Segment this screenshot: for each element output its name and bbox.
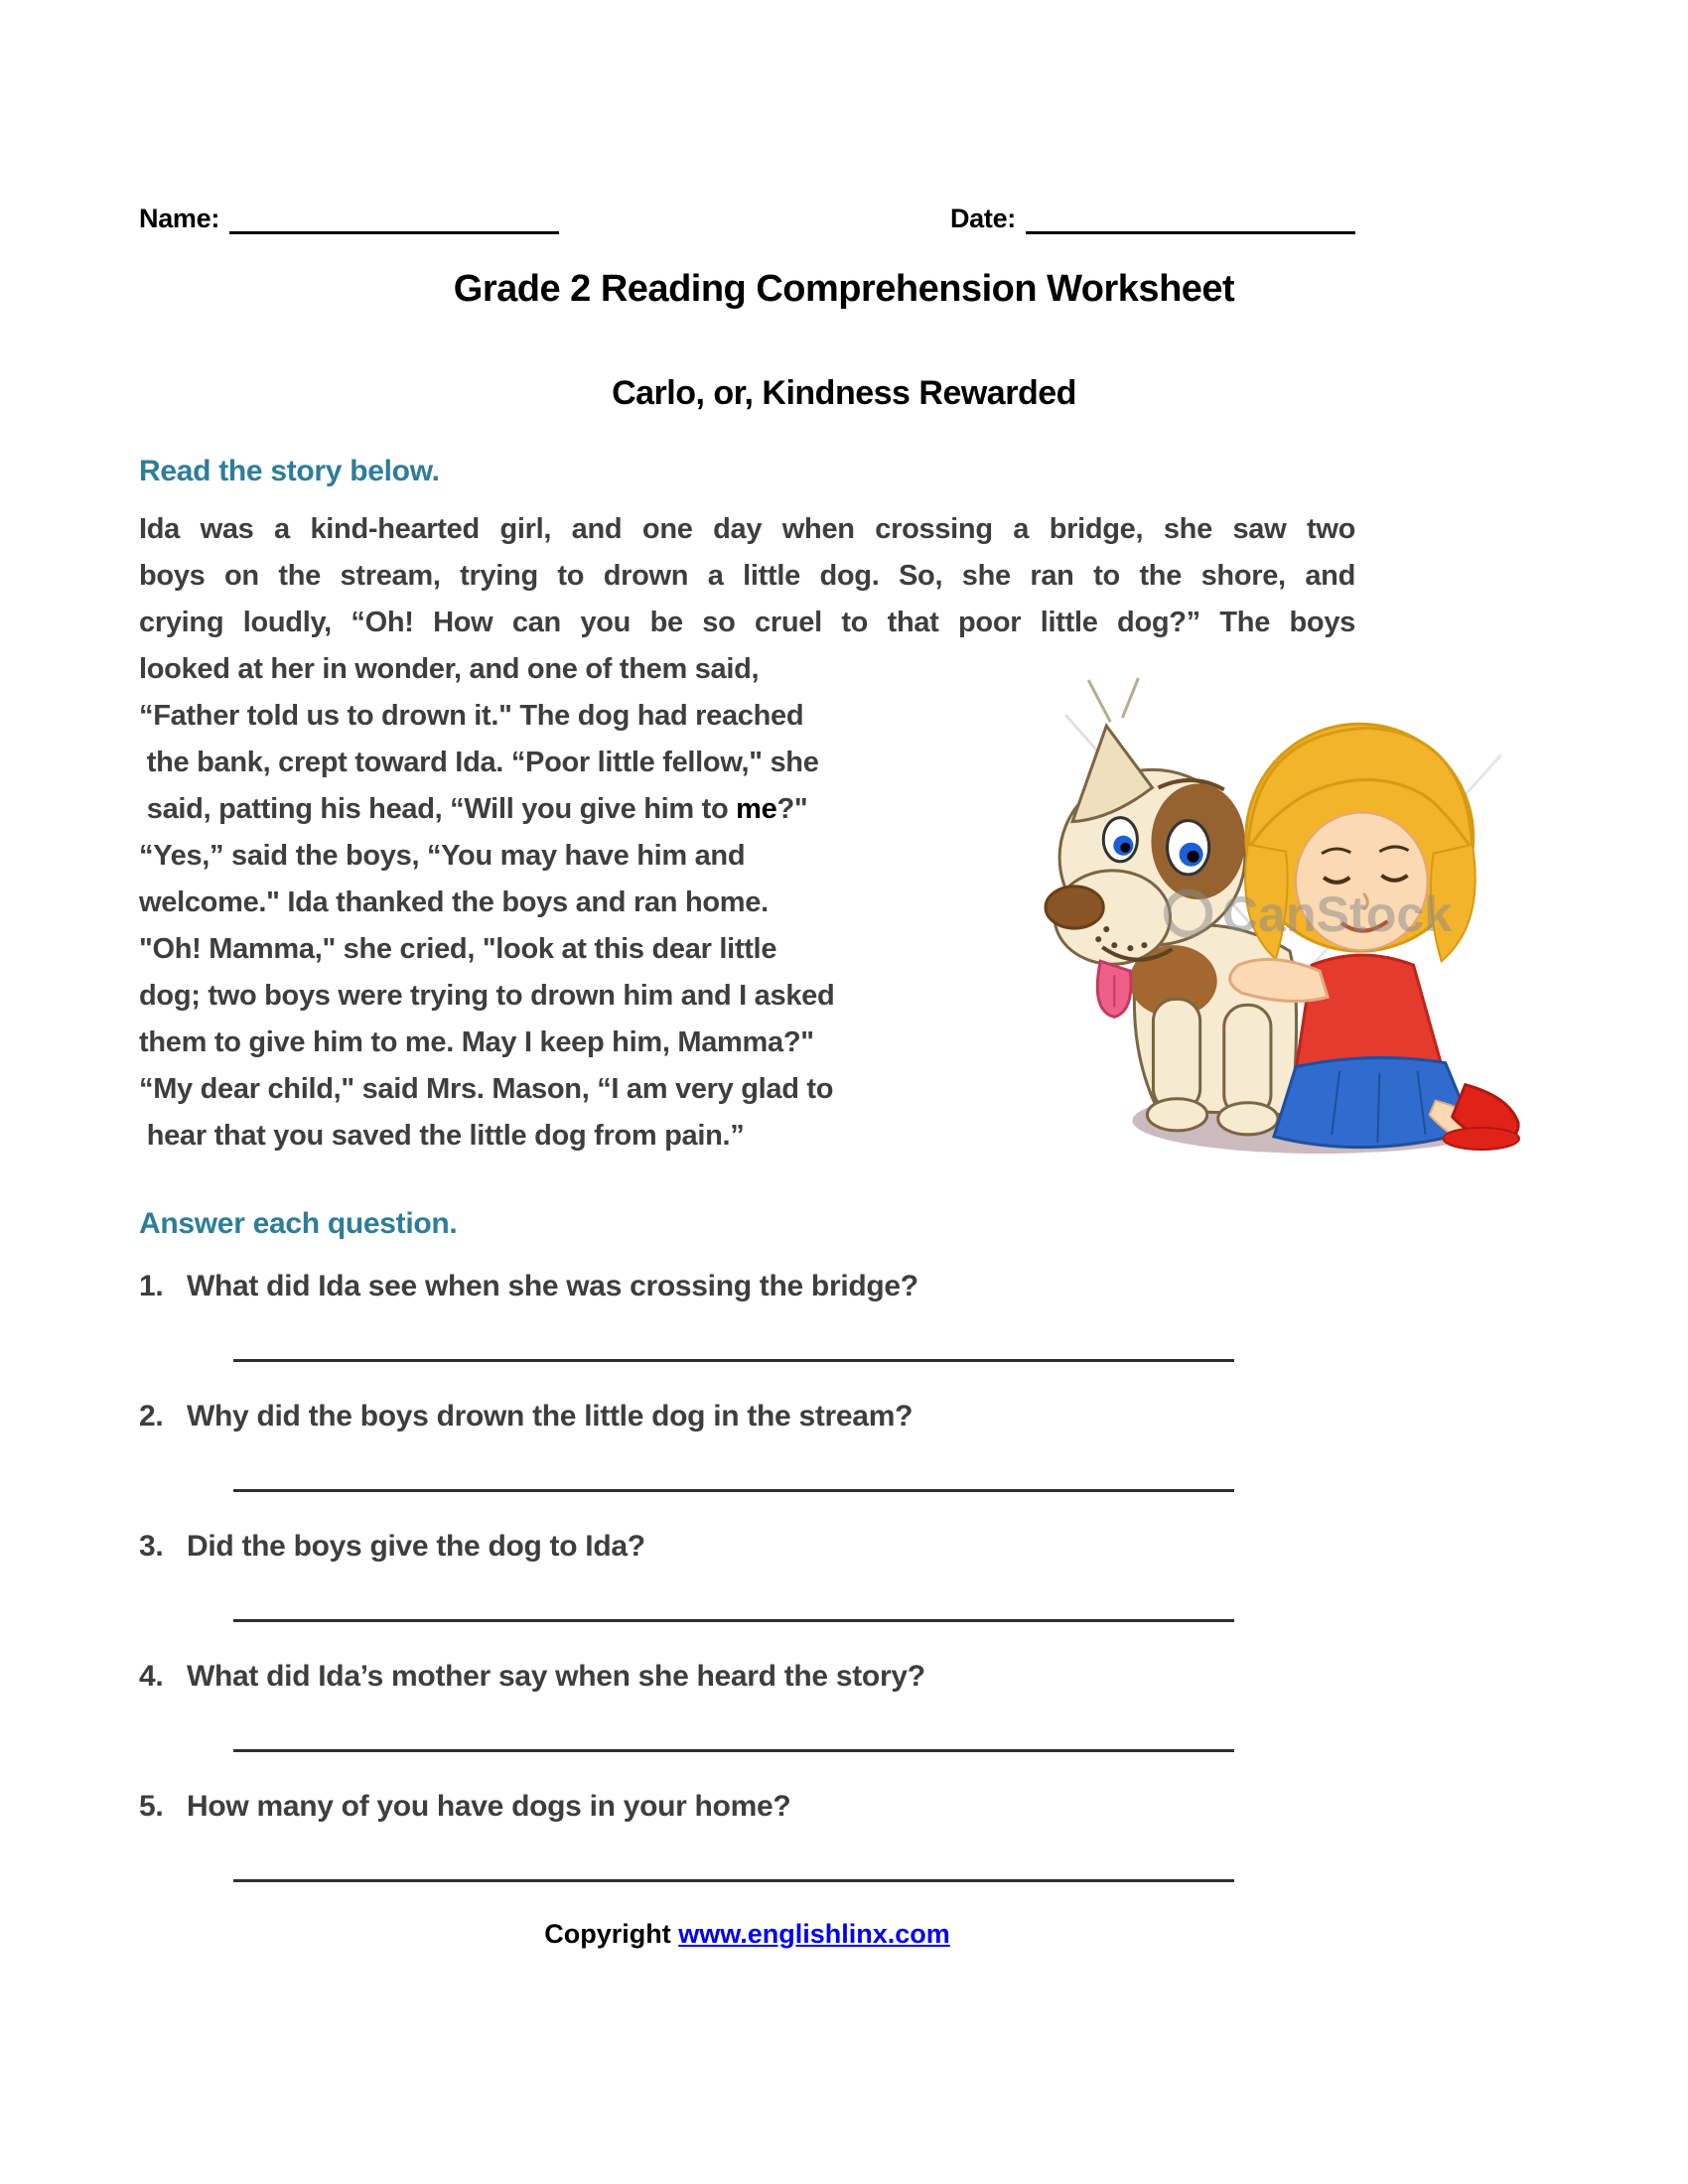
question-text: Why did the boys drown the little dog in the stream?	[187, 1400, 914, 1433]
story-emphasized-word: me	[736, 793, 777, 825]
page-title: Grade 2 Reading Comprehension Worksheet	[453, 268, 1235, 310]
answer-blank-line	[233, 1489, 1234, 1492]
question-block	[139, 1789, 1355, 1882]
name-field	[139, 202, 559, 234]
question-row	[139, 1789, 1355, 1825]
story-line: dog; two boys were trying to drown him and I asked	[139, 980, 835, 1012]
question-row	[139, 1529, 1355, 1565]
story-line: Ida was a kind-hearted girl, and one day when crossing a bridge, she saw two	[139, 513, 1355, 545]
copyright-footer	[139, 1919, 1355, 1950]
story-line: "Oh! Mamma," she cried, "look at this dear little	[139, 933, 777, 965]
answer-blank-line	[233, 1359, 1234, 1362]
story-line: boys on the stream, trying to drown a little dog. So, she ran to the shore, and	[139, 560, 1355, 592]
question-number: 3.	[139, 1530, 164, 1563]
answer-questions-heading: Answer each question.	[139, 1207, 458, 1240]
copyright-label: Copyright	[544, 1919, 671, 1949]
story-line: “Yes,” said the boys, “You may have him and	[139, 840, 746, 872]
story-line: crying loudly, “Oh! How can you be so cruel to that poor little dog?” The boys	[139, 607, 1355, 638]
question-number: 2.	[139, 1400, 164, 1433]
question-row	[139, 1269, 1355, 1304]
story-line: “My dear child," said Mrs. Mason, “I am very glad to	[139, 1073, 834, 1105]
question-text: What did Ida’s mother say when she heard the story?	[187, 1660, 925, 1693]
answer-blank-line	[233, 1619, 1234, 1622]
story-line-suffix: ?"	[776, 793, 808, 825]
story-line: them to give him to me. May I keep him, Mamma?"	[139, 1026, 814, 1058]
question-number: 4.	[139, 1660, 164, 1693]
name-label: Name:	[139, 204, 220, 233]
name-blank-line	[229, 202, 559, 234]
question-text: What did Ida see when she was crossing the bridge?	[187, 1270, 918, 1302]
date-label: Date:	[949, 204, 1016, 233]
question-row	[139, 1399, 1355, 1434]
girl-hugging-dog-illustration	[1041, 670, 1529, 1159]
question-block	[139, 1529, 1355, 1622]
story-line: hear that you saved the little dog from pain.”	[139, 1120, 745, 1152]
story-line: the bank, crept toward Ida. “Poor little fellow," she	[139, 747, 819, 778]
read-story-heading: Read the story below.	[139, 455, 440, 487]
date-blank-line	[1026, 202, 1355, 234]
question-text: How many of you have dogs in your home?	[187, 1790, 791, 1823]
question-row	[139, 1659, 1355, 1695]
story-line: looked at her in wonder, and one of them said,	[139, 653, 760, 685]
date-field	[950, 202, 1355, 234]
story-title: Carlo, or, Kindness Rewarded	[612, 374, 1076, 412]
answer-blank-line	[233, 1749, 1234, 1752]
question-block	[139, 1399, 1355, 1492]
question-text: Did the boys give the dog to Ida?	[187, 1530, 645, 1563]
story-line: welcome." Ida thanked the boys and ran home.	[139, 887, 769, 918]
question-number: 5.	[139, 1790, 164, 1823]
question-block	[139, 1269, 1355, 1362]
questions-list	[139, 1269, 1355, 1882]
story-line: “Father told us to drown it." The dog had reached	[139, 700, 804, 732]
englishlinx-link[interactable]: www.englishlinx.com	[678, 1919, 950, 1949]
question-number: 1.	[139, 1270, 164, 1302]
answer-blank-line	[233, 1879, 1234, 1882]
header-row	[139, 199, 1355, 234]
watermark-text: CanStock	[1221, 887, 1453, 943]
story-line-prefix: said, patting his head, “Will you give him to	[139, 793, 737, 825]
question-block	[139, 1659, 1355, 1752]
